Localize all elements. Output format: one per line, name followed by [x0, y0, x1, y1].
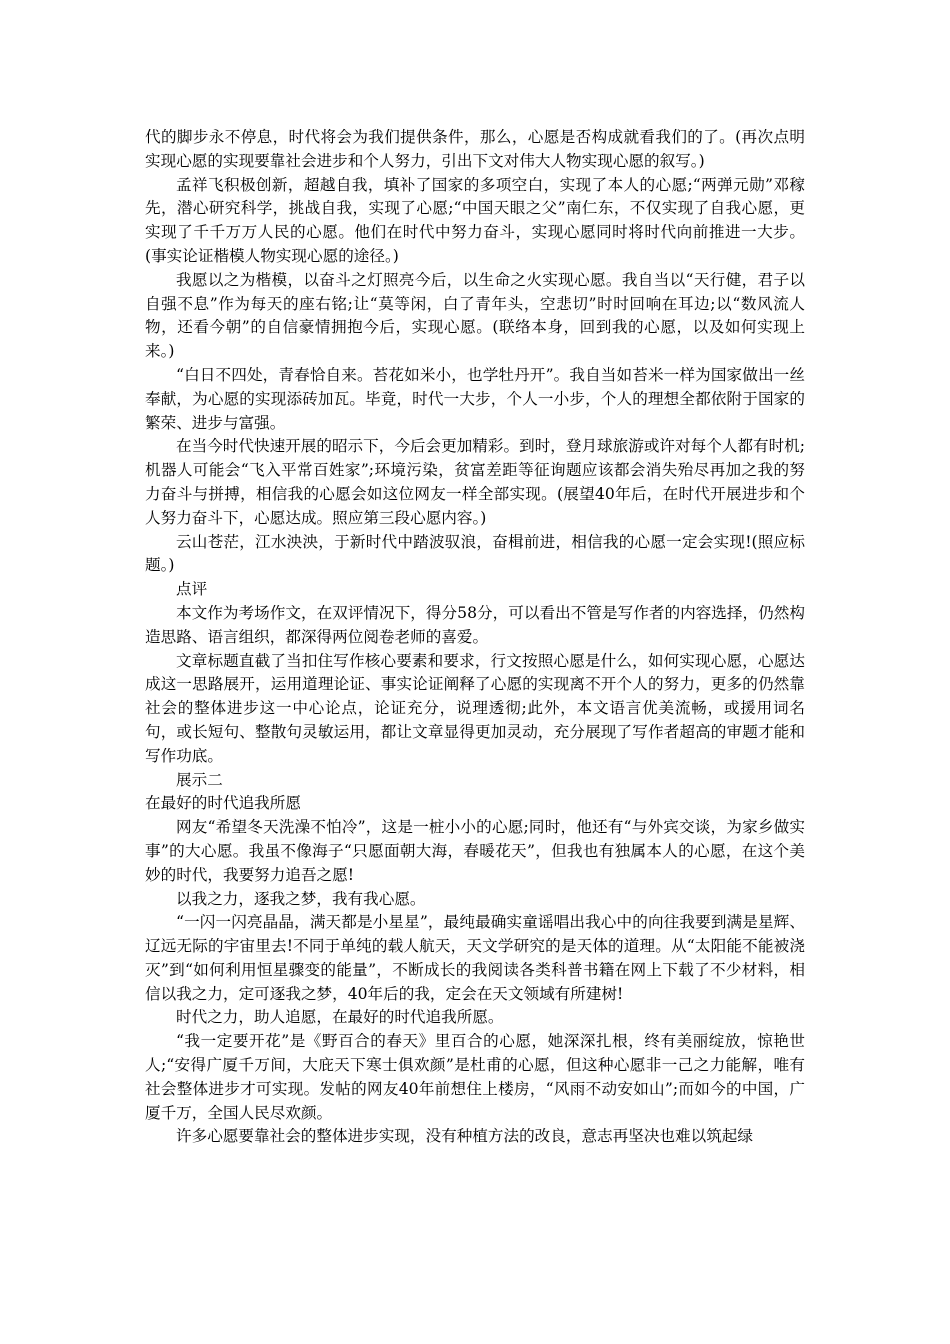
document-body — [145, 126, 805, 1149]
paragraph-16: “我一定要开花”是《野百合的春天》里百合的心愿，她深深扎根，终有美丽绽放，惊艳世人;“安得广厦千万间，大庇天下寒士俱欢颜”是杜甫的心愿，但这种心愿非一己之力能解，唯有社会整体进步才可实现。发帖的网友40年前想住上楼房，“风雨不动安如山”;而如今的中国，广厦千万，全国人民尽欢颜。 — [145, 1032, 805, 1122]
paragraph-14: “一闪一闪亮晶晶，满天都是小星星”，最纯最确实童谣唱出我心中的向往我要到满是星辉、辽远无际的宇宙里去!不同于单纯的载人航天，天文学研究的是天体的道理。从“太阳能不能被浇灭”到“如何利用恒星骤变的能量”，不断成长的我阅读各类科普书籍在网上下载了不少材料，相信以我之力，定可逐我之梦，40年后的我，定会在天文领域有所建树! — [145, 913, 805, 1003]
paragraph-6: 云山苍茫，江水泱泱，于新时代中踏波驭浪，奋楫前进，相信我的心愿一定会实现!(照应标题。) — [145, 532, 805, 575]
paragraph-3: 我愿以之为楷模，以奋斗之灯照亮今后，以生命之火实现心愿。我自当以“天行健，君子以自强不息”作为每天的座右铭;让“莫等闲，白了青年头，空悲切”时时回响在耳边;以“数风流人物，还看今朝”的自信豪情拥抱今后，实现心愿。(联络本身，回到我的心愿，以及如何实现上来。) — [145, 270, 805, 361]
paragraph-2: 孟祥飞积极创新，超越自我，填补了国家的多项空白，实现了本人的心愿;“两弹元勋”邓稼先，潜心研究科学，挑战自我，实现了心愿;“中国天眼之父”南仁东，不仅实现了自我心愿，更实现了千千万万人民的心愿。他们在时代中努力奋斗，实现心愿同时将时代向前推进一大步。(事实论证楷模人物实现心愿的途径。) — [145, 175, 805, 265]
paragraph-17: 许多心愿要靠社会的整体进步实现，没有种植方法的改良，意志再坚决也难以筑起绿 — [176, 1127, 753, 1146]
paragraph-8: 本文作为考场作文，在双评情况下，得分58分，可以看出不管是写作者的内容选择，仍然构造思路、语言组织，都深得两位阅卷老师的喜爱。 — [145, 603, 805, 646]
paragraph-15: 时代之力，助人追愿，在最好的时代追我所愿。 — [176, 1008, 504, 1027]
paragraph-9: 文章标题直截了当扣住写作核心要素和要求，行文按照心愿是什么，如何实现心愿，心愿达成这一思路展开，运用道理论证、事实论证阐释了心愿的实现离不开个人的努力，更多的仍然靠社会的整体进步这一中心论点，论证充分，说理透彻;此外，本文语言优美流畅，或援用词名句，或长短句、整散句灵敏运用，都让文章显得更加灵动，充分展现了写作者超高的审题才能和写作功底。 — [145, 651, 805, 765]
section-heading-example-2: 展示二 — [176, 770, 223, 789]
paragraph-4: “白日不四处，青春恰自来。苔花如米小，也学牡丹开”。我自当如苔米一样为国家做出一丝奉献，为心愿的实现添砖加瓦。毕竟，时代一大步，个人一小步，个人的理想全都依附于国家的繁荣、进步与富强。 — [145, 365, 805, 432]
paragraph-5: 在当今时代快速开展的昭示下，今后会更加精彩。到时，登月球旅游或许对每个人都有时机;机器人可能会“飞入平常百姓家”;环境污染，贫富差距等征询题应该都会消失殆尽再加之我的努力奋斗与拼搏，相信我的心愿会如这位网友一样全部实现。(展望40年后，在时代开展进步和个人努力奋斗下，心愿达成。照应第三段心愿内容。) — [145, 437, 806, 527]
essay-title: 在最好的时代追我所愿 — [145, 794, 301, 813]
paragraph-1: 代的脚步永不停息，时代将会为我们提供条件，那么，心愿是否构成就看我们的了。(再次点明实现心愿的实现要靠社会进步和个人努力，引出下文对伟大人物实现心愿的叙写。) — [145, 128, 805, 170]
paragraph-13: 以我之力，逐我之梦，我有我心愿。 — [176, 889, 426, 908]
paragraph-12: 网友“希望冬天洗澡不怕冷”，这是一桩小小的心愿;同时，他还有“与外宾交谈，为家乡做实事”的大心愿。我虽不像海子“只愿面朝大海，春暖花天”，但我也有独属本人的心愿，在这个美妙的时代，我要努力追吾之愿! — [145, 818, 805, 884]
section-heading-comment: 点评 — [176, 580, 208, 599]
